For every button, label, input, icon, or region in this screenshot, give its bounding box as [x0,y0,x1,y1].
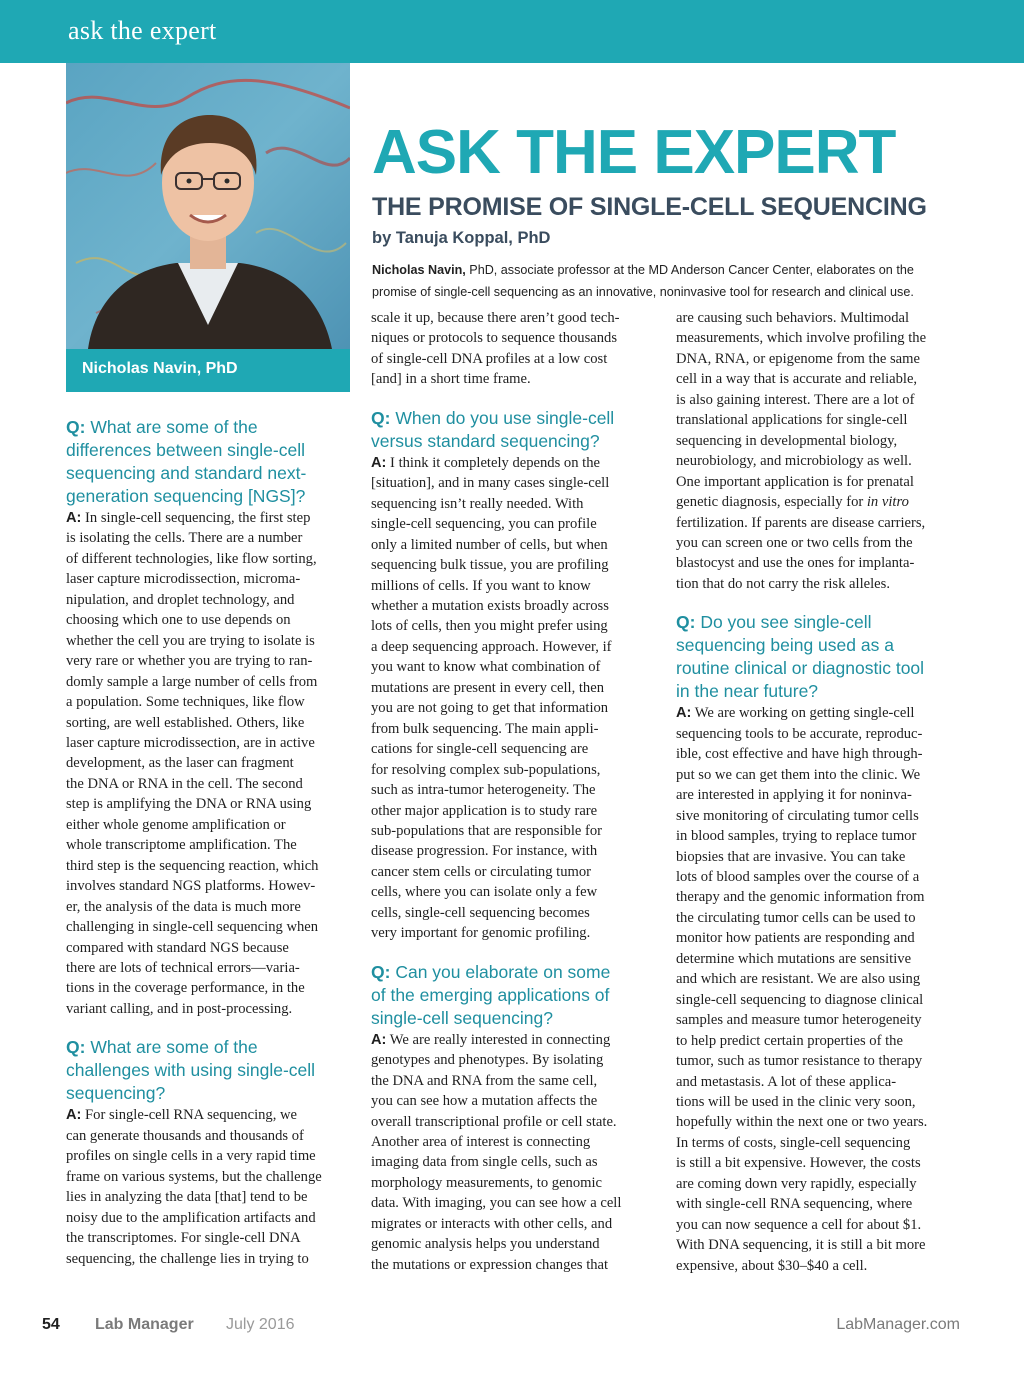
answer-line: sequencing tools to be accurate, reproduc- [676,725,923,742]
question-line: sequencing? [66,1083,166,1104]
a-label: A: [371,454,387,471]
answer-line: tion that do not carry the risk alleles. [676,575,890,592]
answer-line: very rare or whether you are trying to ran- [66,653,313,670]
intro-line: PhD, associate professor at the MD Anderson Cancer Center, elaborates on the [465,263,914,277]
answer-line: cell in a way that is accurate and reliable, [676,371,918,388]
answer-line: neurobiology, and microbiology as well. [676,453,912,470]
answer-line: niques or protocols to sequence thousands [371,330,618,347]
answer-line: with single-cell RNA sequencing, where [676,1196,913,1213]
answer-line: is also gaining interest. There are a lot of [676,391,915,408]
question-line: sequencing being used as a [676,635,894,656]
answer-line: nipulation, and droplet technology, and [66,591,295,608]
intro-line: promise of single-cell sequencing as an innovative, noninvasive tool for research and clinical use. [372,285,914,299]
answer-line: laser capture microdissection, microma- [66,571,301,588]
answer-line: is isolating the cells. There are a number [66,530,303,547]
answer-line: the DNA and RNA from the same cell, [371,1072,598,1089]
answer-line: either whole genome amplification or [66,816,286,833]
answer-line: the DNA or RNA in the cell. The second [66,775,303,792]
answer-line: migrates or interacts with other cells, and [371,1215,613,1232]
answer-line: are interested in applying it for noninva- [676,787,912,804]
question-2 [66,1036,354,1105]
answer-line: are causing such behaviors. Multimodal [676,310,910,326]
answer-line: In terms of costs, single-cell sequencing [676,1134,911,1151]
article-column-3 [676,308,966,1276]
answer-line: there are lots of technical errors—varia- [66,959,300,976]
answer-line: a population. Some techniques, like flow [66,694,305,711]
answer-line: involves standard NGS platforms. Howev- [66,878,316,895]
answer-line: to help predict certain properties of the [676,1032,903,1049]
page-footer [0,1314,1024,1344]
answer-line: development, as the laser can fragment [66,755,294,772]
question-line: sequencing and standard next- [66,463,307,483]
section-label: ask the expert [68,16,217,45]
answer-line: sive monitoring of circulating tumor cells [676,807,919,824]
answer-line: you can see how a mutation affects the [371,1093,598,1110]
answer-2-continued [371,308,657,390]
question-1 [66,416,354,508]
answer-line: tions will be used in the clinic very soon, [676,1093,916,1110]
q-label: Q: [66,417,86,437]
article-column-2 [371,308,657,1275]
answer-line: millions of cells. If you want to know [371,577,591,594]
answer-line: mutations are present in every cell, then [371,679,605,696]
answer-line: are coming down very rapidly, especially [676,1175,917,1192]
answer-line: of single-cell DNA profiles at a low cost [371,350,608,367]
question-line: in the near future? [676,681,819,702]
photo-caption-bar [66,349,350,392]
answer-line: sequencing, the challenge lies in trying to [66,1250,309,1267]
answer-line: a deep sequencing approach. However, if [371,638,612,655]
answer-line: you can now sequence a cell for about $1. [676,1216,922,1233]
answer-3 [371,453,657,944]
a-label: A: [371,1031,387,1048]
portrait-photo [66,63,350,349]
answer-line: scale it up, because there aren’t good tech- [371,310,620,326]
answer-line: We are really interested in connecting [386,1031,611,1048]
question-4 [371,961,657,1030]
website-url: LabManager.com [836,1316,960,1333]
answer-4-continued [676,308,966,594]
answer-line: sorting, are well established. Others, like [66,714,305,731]
answer-line: One important application is for prenatal [676,473,914,490]
answer-1 [66,508,354,1019]
answer-line: noisy due to the amplification artifacts and [66,1209,316,1226]
answer-line: compared with standard NGS because [66,939,289,956]
answer-line: only a limited number of cells, but when [371,536,608,553]
answer-line: monitor how patients are responding and [676,930,915,947]
answer-line: the transcriptomes. For single-cell DNA [66,1230,301,1247]
answer-line: single-cell sequencing to diagnose clinical [676,991,924,1008]
answer-line: measurements, which involve profiling the [676,330,927,347]
answer-line: such as intra-tumor heterogeneity. The [371,782,596,799]
answer-line: whether a mutation exists broadly across [371,597,609,614]
answer-line: challenging in single-cell sequencing when [66,919,319,936]
answer-line: and metastasis. A lot of these applica- [676,1073,897,1090]
answer-line: from bulk sequencing. The main appli- [371,720,599,737]
answer-line: expensive, about $30–$40 a cell. [676,1257,868,1274]
answer-line: lots of cells, then you might prefer using [371,618,608,635]
answer-line: third step is the sequencing reaction, which [66,857,319,874]
issue-date: July 2016 [226,1316,295,1333]
question-3 [371,407,657,453]
answer-2 [66,1105,354,1269]
q-label: Q: [371,961,391,982]
answer-line: the circulating tumor cells can be used to [676,909,916,926]
answer-line: in blood samples, trying to replace tumor [676,828,917,845]
answer-italic: in vitro [866,494,909,511]
answer-line: biopsies that are invasive. You can take [676,848,906,865]
q-label: Q: [676,612,696,633]
answer-line: tions in the coverage performance, in the [66,980,305,997]
answer-4 [371,1030,657,1275]
answer-line: whole transcriptome amplification. The [66,837,297,854]
answer-line: cancer stem cells or circulating tumor [371,863,592,880]
answer-line: samples and measure tumor heterogeneity [676,1012,922,1029]
a-label: A: [66,1107,82,1124]
answer-line: step is amplifying the DNA or RNA using [66,796,312,813]
question-line: Can you elaborate on some [395,961,611,982]
answer-line: cells, where you can isolate only a few [371,884,598,901]
answer-line: Another area of interest is connecting [371,1133,591,1150]
answer-line: you want to know what combination of [371,659,601,676]
question-line: What are some of the [90,417,258,437]
answer-line: ible, cost effective and have high through- [676,746,923,763]
answer-line: profiles on single cells in a very rapid time [66,1148,316,1165]
answer-line: you are not going to get that information [371,700,609,717]
answer-line: single-cell sequencing, you can profile [371,516,597,533]
answer-line: and which are resistant. We are also using [676,971,921,988]
answer-line: cells, single-cell sequencing becomes [371,904,590,921]
answer-line: translational applications for single-cell [676,412,908,429]
answer-line: disease progression. For instance, with [371,843,598,860]
intro-paragraph [372,259,972,303]
question-line: generation sequencing [NGS]? [66,486,306,506]
answer-line: I think it completely depends on the [386,454,600,471]
answer-line: tumor, such as tumor resistance to therapy [676,1053,923,1070]
answer-line: you can screen one or two cells from the [676,534,913,551]
intro-name: Nicholas Navin, [372,263,466,277]
answer-line: sub-populations that are responsible for [371,822,603,839]
answer-line: cations for single-cell sequencing are [371,741,589,758]
answer-line: lots of blood samples over the course of a [676,868,920,885]
answer-line: For single-cell RNA sequencing, we [81,1107,298,1124]
magazine-name: Lab Manager [95,1316,194,1333]
answer-line: fertilization. If parents are disease carriers, [676,514,926,531]
answer-line: whether the cell you are trying to isolate is [66,632,315,649]
answer-line: domly sample a large number of cells from [66,673,318,690]
answer-line: put so we can get them into the clinic. We [676,766,921,783]
answer-line: With DNA sequencing, it is still a bit more [676,1237,926,1254]
answer-line: of different technologies, like flow sorting, [66,550,317,567]
answer-line: therapy and the genomic information from [676,889,925,906]
answer-line: choosing which one to use depends on [66,612,291,629]
answer-line: genomic analysis helps you understand [371,1236,600,1253]
answer-line: blastocyst and use the ones for implanta- [676,555,915,572]
portrait-image [66,63,350,349]
answer-line: other major application is to study rare [371,802,598,819]
answer-line: DNA, RNA, or epigenome from the same [676,350,920,367]
a-label: A: [676,705,692,722]
section-header-bar [0,0,1024,63]
page-number: 54 [42,1316,60,1333]
article-column-1 [66,416,354,1269]
answer-line: lies in analyzing the data [that] tend to be [66,1189,308,1206]
question-5 [676,611,966,703]
answer-5 [676,703,966,1276]
answer-line: variant calling, and in post-processing. [66,1000,293,1017]
subhead: THE PROMISE OF SINGLE-CELL SEQUENCING [372,193,927,221]
question-line: When do you use single-cell [395,407,615,428]
a-label: A: [66,510,82,526]
answer-line: [situation], and in many cases single-cell [371,475,610,492]
answer-line: imaging data from single cells, such as [371,1154,598,1171]
answer-line: frame on various systems, but the challenge [66,1168,322,1185]
answer-line: for resolving complex sub-populations, [371,761,601,778]
byline: by Tanuja Koppal, PhD [372,229,551,247]
answer-line: genetic diagnosis, especially for [676,494,867,511]
q-label: Q: [66,1037,86,1058]
answer-line: the mutations or expression changes that [371,1256,609,1273]
question-line: challenges with using single-cell [66,1060,316,1081]
question-line: versus standard sequencing? [371,430,600,451]
question-line: Do you see single-cell [700,612,872,633]
answer-line: sequencing bulk tissue, you are profiling [371,557,609,574]
answer-line: In single-cell sequencing, the first step [81,510,311,526]
answer-line: sequencing in developmental biology, [676,432,898,449]
answer-line: genotypes and phenotypes. By isolating [371,1052,604,1069]
headline: ASK THE EXPERT [372,118,896,187]
answer-line: overall transcriptional profile or cell state. [371,1113,617,1130]
question-line: routine clinical or diagnostic tool [676,658,925,679]
answer-line: er, the analysis of the data is much more [66,898,301,915]
photo-caption: Nicholas Navin, PhD [82,360,238,377]
answer-line: can generate thousands and thousands of [66,1127,304,1144]
question-line: of the emerging applications of [371,984,610,1005]
answer-line: sequencing isn’t really needed. With [371,495,584,512]
question-line: single-cell sequencing? [371,1007,553,1028]
answer-line: laser capture microdissection, are in active [66,734,315,751]
answer-line: is still a bit expensive. However, the costs [676,1155,921,1172]
answer-line: [and] in a short time frame. [371,371,531,388]
answer-line: very important for genomic profiling. [371,925,591,942]
answer-line: data. With imaging, you can see how a cell [371,1195,622,1212]
answer-line: morphology measurements, to genomic [371,1174,603,1191]
answer-line: We are working on getting single-cell [691,705,915,722]
q-label: Q: [371,407,391,428]
answer-line: determine which mutations are sensitive [676,950,912,967]
question-line: What are some of the [90,1037,258,1058]
answer-line: hopefully within the next one or two years. [676,1114,928,1131]
question-line: differences between single-cell [66,440,305,460]
